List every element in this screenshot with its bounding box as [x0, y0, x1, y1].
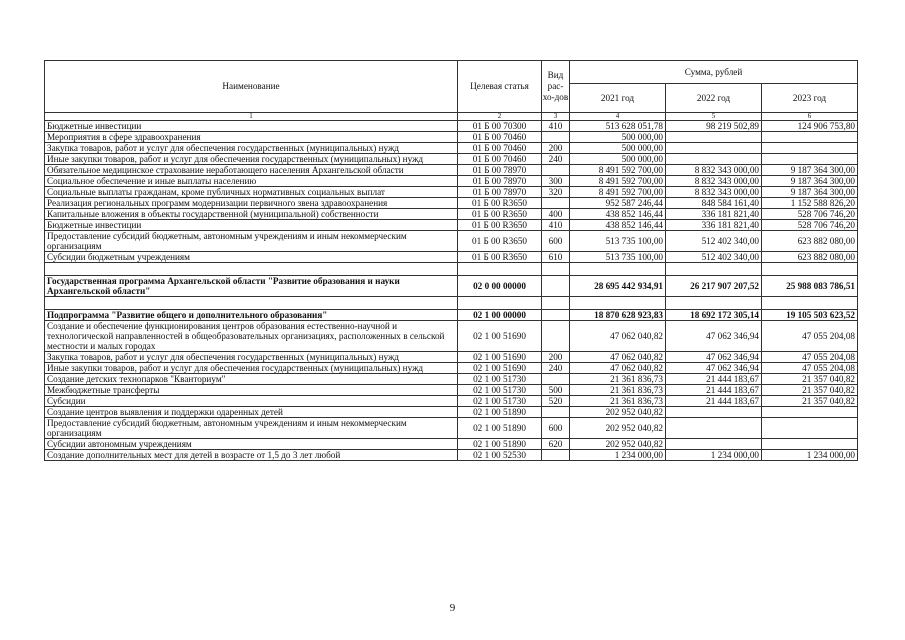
amount-2021-cell: 21 361 836,73	[570, 396, 666, 407]
amount-2023-cell	[762, 263, 858, 276]
table-row	[45, 407, 858, 418]
amount-2023-cell	[762, 439, 858, 450]
amount-2023-cell	[762, 418, 858, 439]
table-row	[45, 310, 858, 321]
amount-2023-cell: 47 055 204,08	[762, 321, 858, 352]
amount-2021-cell: 28 695 442 934,91	[570, 276, 666, 297]
expense-type-cell	[542, 165, 570, 176]
header-sum: Сумма, рублей	[570, 61, 858, 84]
table-row	[45, 450, 858, 461]
expense-type-cell: 600	[542, 231, 570, 252]
expense-type-cell: 620	[542, 439, 570, 450]
amount-2023-cell	[762, 154, 858, 165]
amount-2022-cell	[666, 263, 762, 276]
spacer-row	[45, 297, 858, 310]
header-target-article: Целевая статья	[458, 61, 542, 113]
name-cell: Социальные выплаты гражданам, кроме публичных нормативных социальных выплат	[45, 187, 458, 198]
table-row	[45, 439, 858, 450]
amount-2022-cell	[666, 143, 762, 154]
amount-2023-cell: 124 906 753,80	[762, 121, 858, 132]
target-article-cell: 02 1 00 51690	[458, 363, 542, 374]
name-cell: Государственная программа Архангельской области "Развитие образования и науки Архангельской области"	[45, 276, 458, 297]
table-row	[45, 187, 858, 198]
table-row	[45, 385, 858, 396]
name-cell: Субсидии	[45, 396, 458, 407]
amount-2023-cell	[762, 407, 858, 418]
spacer-row	[45, 263, 858, 276]
target-article-cell: 01 Б 00 70460	[458, 154, 542, 165]
header-row	[45, 61, 858, 84]
amount-2021-cell: 952 587 246,44	[570, 198, 666, 209]
amount-2023-cell: 528 706 746,20	[762, 220, 858, 231]
name-cell: Капитальные вложения в объекты государственной (муниципальной) собственности	[45, 209, 458, 220]
expense-type-cell: 600	[542, 418, 570, 439]
amount-2021-cell	[570, 297, 666, 310]
amount-2021-cell: 47 062 040,82	[570, 352, 666, 363]
name-cell: Мероприятия в сфере здравоохранения	[45, 132, 458, 143]
name-cell: Создание дополнительных мест для детей в возрасте от 1,5 до 3 лет любой	[45, 450, 458, 461]
amount-2021-cell: 47 062 040,82	[570, 321, 666, 352]
table-row	[45, 252, 858, 263]
target-article-cell: 01 Б 00 78970	[458, 176, 542, 187]
target-article-cell	[458, 297, 542, 310]
amount-2023-cell: 1 234 000,00	[762, 450, 858, 461]
amount-2021-cell: 202 952 040,82	[570, 418, 666, 439]
amount-2021-cell: 21 361 836,73	[570, 374, 666, 385]
amount-2022-cell	[666, 418, 762, 439]
target-article-cell: 01 Б 00 R3650	[458, 209, 542, 220]
name-cell	[45, 297, 458, 310]
amount-2022-cell: 18 692 172 305,14	[666, 310, 762, 321]
amount-2022-cell: 21 444 183,67	[666, 374, 762, 385]
amount-2023-cell: 25 988 083 786,51	[762, 276, 858, 297]
table-row	[45, 321, 858, 352]
amount-2021-cell	[570, 263, 666, 276]
expense-type-cell	[542, 263, 570, 276]
target-article-cell: 02 1 00 51730	[458, 396, 542, 407]
expense-type-cell: 400	[542, 209, 570, 220]
table-body	[45, 61, 858, 461]
table-row	[45, 154, 858, 165]
amount-2021-cell: 202 952 040,82	[570, 407, 666, 418]
name-cell: Бюджетные инвестиции	[45, 220, 458, 231]
target-article-cell: 01 Б 00 70300	[458, 121, 542, 132]
amount-2022-cell	[666, 407, 762, 418]
amount-2022-cell: 26 217 907 207,52	[666, 276, 762, 297]
table-row	[45, 418, 858, 439]
header-year-2021: 2021 год	[570, 84, 666, 113]
amount-2023-cell: 9 187 364 300,00	[762, 176, 858, 187]
expense-type-cell: 240	[542, 154, 570, 165]
target-article-cell: 02 1 00 51890	[458, 407, 542, 418]
amount-2022-cell: 848 584 161,40	[666, 198, 762, 209]
target-article-cell: 02 1 00 51690	[458, 321, 542, 352]
amount-2023-cell: 47 055 204,08	[762, 352, 858, 363]
name-cell: Субсидии автономным учреждениям	[45, 439, 458, 450]
amount-2023-cell: 623 882 080,00	[762, 252, 858, 263]
expense-type-cell	[542, 276, 570, 297]
target-article-cell: 01 Б 00 78970	[458, 187, 542, 198]
target-article-cell: 02 0 00 00000	[458, 276, 542, 297]
amount-2021-cell: 438 852 146,44	[570, 220, 666, 231]
amount-2021-cell: 513 735 100,00	[570, 252, 666, 263]
amount-2021-cell: 18 870 628 923,83	[570, 310, 666, 321]
expense-type-cell	[542, 297, 570, 310]
amount-2022-cell: 21 444 183,67	[666, 396, 762, 407]
expense-type-cell: 300	[542, 176, 570, 187]
target-article-cell: 01 Б 00 R3650	[458, 198, 542, 209]
column-number-row	[45, 113, 858, 121]
expense-type-cell	[542, 198, 570, 209]
amount-2022-cell: 8 832 343 000,00	[666, 165, 762, 176]
name-cell: Создание центров выявления и поддержки одаренных детей	[45, 407, 458, 418]
name-cell	[45, 263, 458, 276]
amount-2023-cell	[762, 143, 858, 154]
table-row	[45, 231, 858, 252]
target-article-cell: 02 1 00 52530	[458, 450, 542, 461]
amount-2022-cell	[666, 439, 762, 450]
expense-type-cell	[542, 321, 570, 352]
target-article-cell: 02 1 00 51890	[458, 439, 542, 450]
amount-2023-cell: 21 357 040,82	[762, 374, 858, 385]
amount-2021-cell: 47 062 040,82	[570, 363, 666, 374]
amount-2023-cell: 528 706 746,20	[762, 209, 858, 220]
amount-2021-cell: 513 735 100,00	[570, 231, 666, 252]
amount-2022-cell: 98 219 502,89	[666, 121, 762, 132]
column-number: 1	[45, 113, 458, 121]
column-number: 6	[762, 113, 858, 121]
expense-type-cell	[542, 407, 570, 418]
column-number: 5	[666, 113, 762, 121]
table-row	[45, 363, 858, 374]
name-cell: Обязательное медицинское страхование неработающего населения Архангельской области	[45, 165, 458, 176]
expense-type-cell	[542, 450, 570, 461]
table-row	[45, 143, 858, 154]
amount-2021-cell: 8 491 592 700,00	[570, 187, 666, 198]
amount-2021-cell: 513 628 051,78	[570, 121, 666, 132]
expense-type-cell: 320	[542, 187, 570, 198]
amount-2021-cell: 500 000,00	[570, 132, 666, 143]
expense-type-cell: 410	[542, 220, 570, 231]
target-article-cell: 02 1 00 51690	[458, 352, 542, 363]
table-row	[45, 198, 858, 209]
target-article-cell	[458, 263, 542, 276]
amount-2022-cell	[666, 132, 762, 143]
name-cell: Межбюджетные трансферты	[45, 385, 458, 396]
expense-type-cell: 200	[542, 352, 570, 363]
amount-2022-cell: 1 234 000,00	[666, 450, 762, 461]
amount-2022-cell: 8 832 343 000,00	[666, 187, 762, 198]
header-name: Наименование	[45, 61, 458, 113]
expense-type-cell	[542, 132, 570, 143]
amount-2021-cell: 1 234 000,00	[570, 450, 666, 461]
name-cell: Бюджетные инвестиции	[45, 121, 458, 132]
amount-2022-cell: 336 181 821,40	[666, 209, 762, 220]
amount-2022-cell: 21 444 183,67	[666, 385, 762, 396]
expense-type-cell: 240	[542, 363, 570, 374]
target-article-cell: 01 Б 00 R3650	[458, 252, 542, 263]
amount-2021-cell: 8 491 592 700,00	[570, 176, 666, 187]
table-row	[45, 165, 858, 176]
name-cell: Иные закупки товаров, работ и услуг для обеспечения государственных (муниципальных) нужд	[45, 154, 458, 165]
budget-table	[44, 60, 858, 461]
amount-2023-cell: 21 357 040,82	[762, 385, 858, 396]
expense-type-cell	[542, 310, 570, 321]
header-year-2022: 2022 год	[666, 84, 762, 113]
name-cell: Предоставление субсидий бюджетным, автономным учреждениям и иным некоммерческим организациям	[45, 231, 458, 252]
name-cell: Подпрограмма "Развитие общего и дополнительного образования"	[45, 310, 458, 321]
target-article-cell: 01 Б 00 R3650	[458, 220, 542, 231]
amount-2023-cell: 21 357 040,82	[762, 396, 858, 407]
table-row	[45, 209, 858, 220]
target-article-cell: 01 Б 00 78970	[458, 165, 542, 176]
table-row	[45, 132, 858, 143]
amount-2022-cell: 47 062 346,94	[666, 321, 762, 352]
amount-2022-cell: 8 832 343 000,00	[666, 176, 762, 187]
target-article-cell: 02 1 00 51730	[458, 374, 542, 385]
target-article-cell: 01 Б 00 R3650	[458, 231, 542, 252]
name-cell: Создание и обеспечение функционирования центров образования естественно-научной и технологической направленностей в общеобразовательных организациях, расположенных в сельской местности и малых городах	[45, 321, 458, 352]
expense-type-cell: 410	[542, 121, 570, 132]
name-cell: Закупка товаров, работ и услуг для обеспечения государственных (муниципальных) нужд	[45, 352, 458, 363]
target-article-cell: 02 1 00 00000	[458, 310, 542, 321]
expense-type-cell: 610	[542, 252, 570, 263]
name-cell: Реализация региональных программ модернизации первичного звена здравоохранения	[45, 198, 458, 209]
column-number: 2	[458, 113, 542, 121]
name-cell: Предоставление субсидий бюджетным, автономным учреждениям и иным некоммерческим организациям	[45, 418, 458, 439]
name-cell: Иные закупки товаров, работ и услуг для обеспечения государственных (муниципальных) нужд	[45, 363, 458, 374]
table-row	[45, 121, 858, 132]
target-article-cell: 01 Б 00 70460	[458, 143, 542, 154]
expense-type-cell: 500	[542, 385, 570, 396]
amount-2023-cell: 9 187 364 300,00	[762, 187, 858, 198]
expense-type-cell: 200	[542, 143, 570, 154]
table-row	[45, 352, 858, 363]
amount-2023-cell	[762, 297, 858, 310]
column-number: 3	[542, 113, 570, 121]
amount-2023-cell: 1 152 588 826,20	[762, 198, 858, 209]
target-article-cell: 02 1 00 51890	[458, 418, 542, 439]
header-year-2023: 2023 год	[762, 84, 858, 113]
target-article-cell: 02 1 00 51730	[458, 385, 542, 396]
amount-2023-cell	[762, 132, 858, 143]
table-row	[45, 276, 858, 297]
amount-2023-cell: 47 055 204,08	[762, 363, 858, 374]
amount-2023-cell: 19 105 503 623,52	[762, 310, 858, 321]
target-article-cell: 01 Б 00 70460	[458, 132, 542, 143]
amount-2022-cell: 336 181 821,40	[666, 220, 762, 231]
column-number: 4	[570, 113, 666, 121]
amount-2021-cell: 21 361 836,73	[570, 385, 666, 396]
table-row	[45, 374, 858, 385]
amount-2023-cell: 9 187 364 300,00	[762, 165, 858, 176]
amount-2022-cell: 512 402 340,00	[666, 231, 762, 252]
amount-2021-cell: 202 952 040,82	[570, 439, 666, 450]
name-cell: Социальное обеспечение и иные выплаты населению	[45, 176, 458, 187]
table-row	[45, 396, 858, 407]
header-expense-type: Вид рас-хо-дов	[542, 61, 570, 113]
amount-2023-cell: 623 882 080,00	[762, 231, 858, 252]
table-row	[45, 220, 858, 231]
expense-type-cell	[542, 374, 570, 385]
name-cell: Закупка товаров, работ и услуг для обеспечения государственных (муниципальных) нужд	[45, 143, 458, 154]
page-number: 9	[449, 602, 456, 614]
amount-2021-cell: 500 000,00	[570, 154, 666, 165]
amount-2022-cell: 47 062 346,94	[666, 363, 762, 374]
amount-2022-cell	[666, 154, 762, 165]
name-cell: Создание детских технопарков "Кванториум"	[45, 374, 458, 385]
table-row	[45, 176, 858, 187]
amount-2022-cell: 47 062 346,94	[666, 352, 762, 363]
expense-type-cell: 520	[542, 396, 570, 407]
amount-2022-cell	[666, 297, 762, 310]
amount-2021-cell: 438 852 146,44	[570, 209, 666, 220]
amount-2021-cell: 500 000,00	[570, 143, 666, 154]
name-cell: Субсидии бюджетным учреждениям	[45, 252, 458, 263]
amount-2021-cell: 8 491 592 700,00	[570, 165, 666, 176]
amount-2022-cell: 512 402 340,00	[666, 252, 762, 263]
